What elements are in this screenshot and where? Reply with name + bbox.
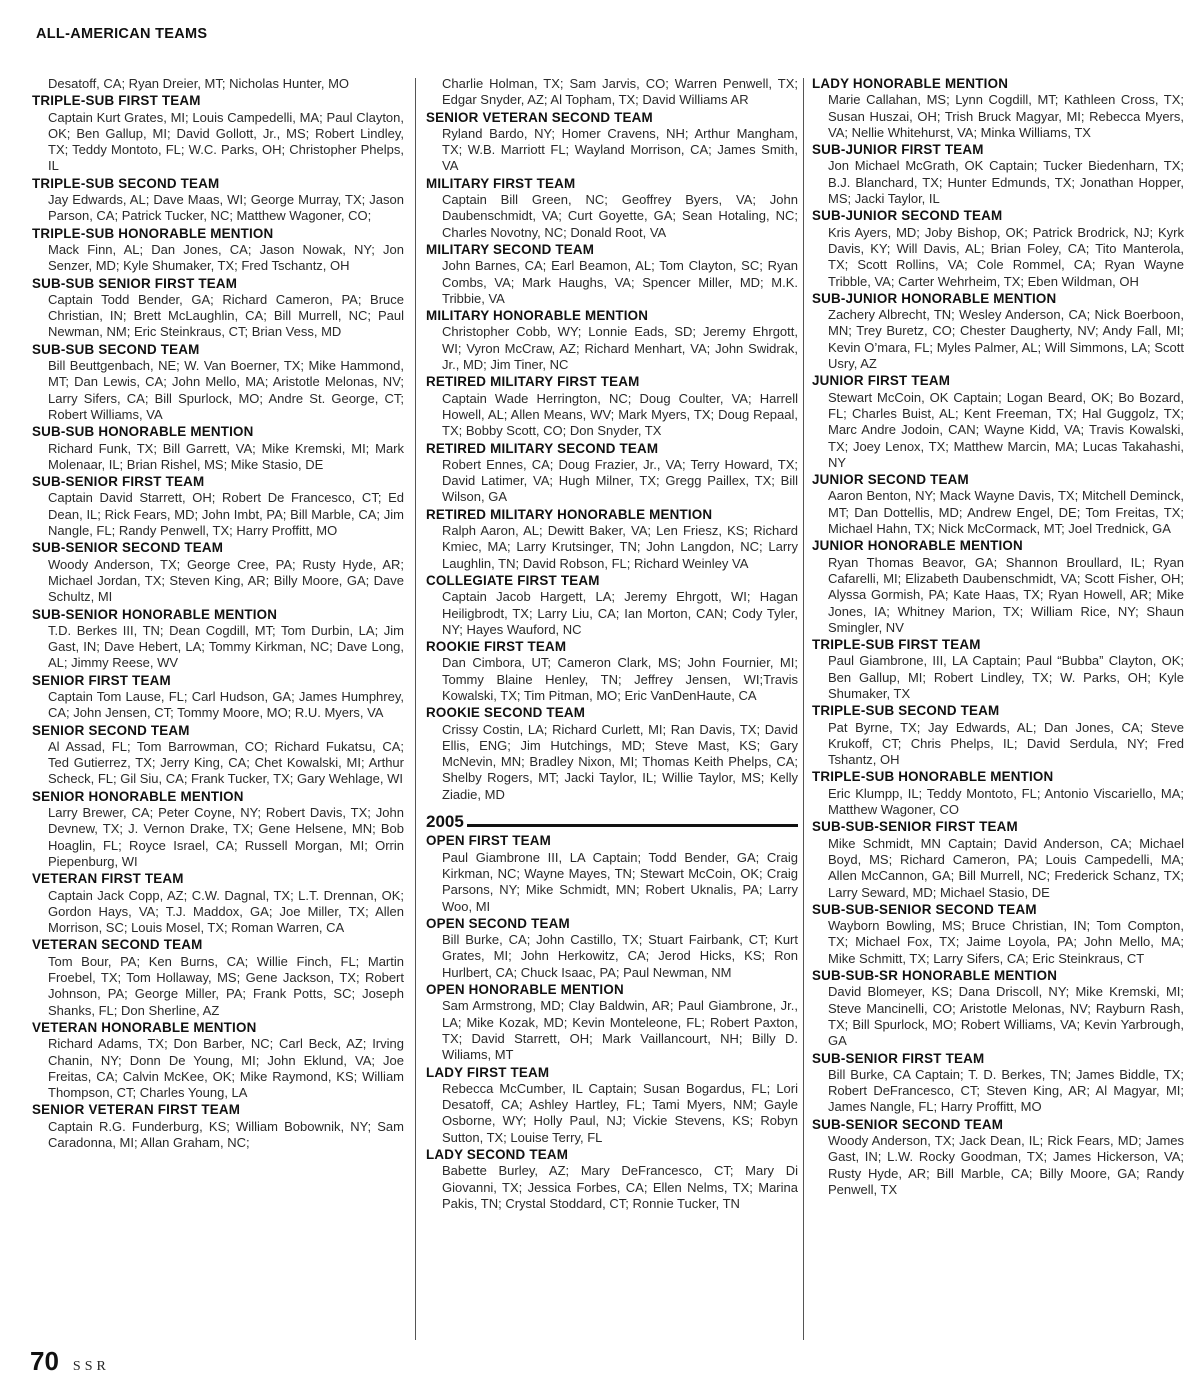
team-title: SUB-SENIOR SECOND TEAM [812,1116,1004,1132]
team-title: SUB-JUNIOR SECOND TEAM [812,208,1003,224]
team-title: SUB-SENIOR FIRST TEAM [32,474,205,490]
team-section [426,441,798,506]
team-title: SENIOR VETERAN SECOND TEAM [426,109,653,125]
team-members: Richard Funk, TX; Bill Garrett, VA; Mike Kremski, MI; Mark Molenaar, IL; Brian Rishel, MS; Mike Stasio, DE [48,440,404,472]
team-members: Woody Anderson, TX; Jack Dean, IL; Rick Fears, MD; James Gast, IN; L.W. Rocky Goodman, TX; James Hickerson, VA; Rusty Hyde, AR; Bill Marble, CA; Billy Moore, GA; Randy Penwell, TX [828,1133,1184,1197]
team-title: ROOKIE SECOND TEAM [426,705,586,721]
team-section [812,208,1184,289]
team-title: SUB-JUNIOR HONORABLE MENTION [812,290,1057,306]
team-members: Mike Schmidt, MN Captain; David Anderson, CA; Michael Boyd, MS; Richard Cameron, PA; Louis Campedelli, MA; Allen McCannon, GA; Bill Murrell, NC; Frederick Schanz, TX; Larry Seward, MD; Michael Stasio, DE [828,835,1184,900]
column-divider [803,78,804,1340]
team-members: Rebecca McCumber, IL Captain; Susan Bogardus, FL; Lori Desatoff, CA; Ashley Hartley, FL; Tami Myers, NM; Gayle Osborne, WY; Holly Paul, NJ; Vickie Stevens, KS; Robyn Sutton, TX; Louise Terry, FL [442,1080,798,1145]
team-title: TRIPLE-SUB FIRST TEAM [32,93,201,109]
team-section [812,769,1184,818]
team-section [812,703,1184,768]
team-members: Dan Cimbora, UT; Cameron Clark, MS; John Fournier, MI; Tommy Blaine Henley, TN; Jeffrey Jensen, WI;Travis Kowalski, TX; Tim Pitman, MO; Eric VanDenHaute, CA [442,655,798,703]
team-section [32,474,404,539]
team-section [812,472,1184,537]
team-section [812,819,1184,900]
column-1 [32,76,404,1152]
team-title: VETERAN FIRST TEAM [32,871,184,887]
year-rule [467,824,798,827]
team-title: MILITARY HONORABLE MENTION [426,308,649,324]
team-section [812,142,1184,207]
team-members: Paul Giambrone III, LA Captain; Todd Bender, GA; Craig Kirkman, NC; Wayne Mayes, TN; Stewart McCoin, OK; Craig Parsons, NY; Mike Schmidt, MN; Robert Uknalis, PA; Larry Woo, MI [442,849,798,914]
team-title: SUB-SUB-SR HONORABLE MENTION [812,968,1058,984]
team-title: LADY SECOND TEAM [426,1147,569,1162]
team-members: Pat Byrne, TX; Jay Edwards, AL; Dan Jones, CA; Steve Krukoff, CT; Chris Phelps, IL; David Serdula, NY; Fred Tshantz, OH [828,719,1184,768]
team-title: MILITARY FIRST TEAM [426,175,576,191]
team-section [812,373,1184,471]
team-title: OPEN FIRST TEAM [426,833,552,849]
column-3 [812,76,1184,1199]
team-members: Larry Brewer, CA; Peter Coyne, NY; Robert Davis, TX; John Devnew, TX; J. Vernon Drake, TX; Gene Helsene, MN; Bob Hoaglin, FL; Royce Israel, CA; Russell Morgan, MI; Orrin Piepenburg, WI [48,805,404,869]
team-members: T.D. Berkes III, TN; Dean Cogdill, MT; Tom Durbin, LA; Jim Gast, IN; Dave Hebert, LA; Tommy Kirkman, NC; Dave Long, AL; Jimmy Reese, WV [48,622,404,671]
column-2 [426,76,798,1213]
team-members: Desatoff, CA; Ryan Dreier, MT; Nicholas Hunter, MO [48,76,350,91]
team-members: Jay Edwards, AL; Dave Maas, WI; George Murray, TX; Jason Parson, CA; Patrick Tucker, NC; Matthew Wagoner, CO; [48,192,404,224]
team-members: Ryland Bardo, NY; Homer Cravens, NH; Arthur Mangham, TX; W.B. Marriott FL; Wayland Morrison, CA; James Smith, VA [442,125,798,174]
team-members: Sam Armstrong, MD; Clay Baldwin, AR; Paul Giambrone, Jr., LA; Mike Kozak, MD; Kevin Monteleone, FL; Robert Paxton, TX; David Starrett, OH; Mark Vaillancourt, NH; Billy D. Wiliams, MT [442,998,798,1063]
team-members: Captain Todd Bender, GA; Richard Cameron, PA; Bruce Christian, IN; Brett McLaughlin, CA; Bill Murrell, NC; Paul Newman, NM; Eric Steinkraus, CT; Brian Vess, MD [48,291,404,340]
team-members: Jon Michael McGrath, OK Captain; Tucker Biedenharn, TX; B.J. Blanchard, TX; Hunter Edmunds, TX; Jonathan Hopper, MS; Jacki Taylor, IL [828,158,1184,207]
team-members: Al Assad, FL; Tom Barrowman, CO; Richard Fukatsu, CA; Ted Gutierrez, TX; Jerry King, CA; Chet Kowalski, MI; Arthur Scheck, FL; Gil Siu, CA; Frank Tucker, TX; Gary Wehlage, WI [48,738,404,787]
team-title: RETIRED MILITARY HONORABLE MENTION [426,506,713,522]
team-section [32,342,404,423]
team-title: VETERAN SECOND TEAM [32,937,203,953]
team-title: VETERAN HONORABLE MENTION [32,1019,257,1035]
team-title: TRIPLE-SUB HONORABLE MENTION [32,225,274,241]
team-title: SUB-SUB SENIOR FIRST TEAM [32,275,238,291]
team-section [426,1065,798,1146]
team-section [32,226,404,275]
team-section [812,968,1184,1049]
team-members: Captain Jack Copp, AZ; C.W. Dagnal, TX; L.T. Drennan, OK; Gordon Hays, VA; T.J. Maddox, GA; Joe Miller, TX; Allen Morrison, SC; Louis Mosel, TX; Roman Warren, CA [48,887,404,936]
team-title: JUNIOR SECOND TEAM [812,472,969,488]
team-title: TRIPLE-SUB SECOND TEAM [32,175,220,191]
team-members: Paul Giambrone, III, LA Captain; Paul “Bubba” Clayton, OK; Ben Gallup, MI; Robert Lindley, TX; W. Parks, OH; Kyle Shumaker, TX [828,653,1184,701]
team-title: OPEN SECOND TEAM [426,915,570,931]
team-section [812,1051,1184,1116]
team-members: Wayborn Bowling, MS; Bruce Christian, IN; Tom Compton, TX; Michael Fox, TX; Jaime Loyola, PA; John Mello, MA; Mike Schmitt, TX; Larry Sifers, CA; Eric Steinkraus, CT [828,918,1184,966]
team-title: RETIRED MILITARY FIRST TEAM [426,374,640,390]
team-section [426,639,798,704]
team-members: Richard Adams, TX; Don Barber, NC; Carl Beck, AZ; Irving Chanin, NY; Donn De Young, MI; John Eklund, VA; Joe Freitas, CA; Calvin McKee, OK; Mike Raymond, KS; William Thompson, CT; Charles Young, LA [48,1036,404,1101]
team-title: TRIPLE-SUB SECOND TEAM [812,703,1000,719]
page-number: 70 [30,1346,59,1376]
team-section [32,93,404,174]
team-section [812,637,1184,702]
team-section [32,424,404,473]
team-title: SENIOR SECOND TEAM [32,722,190,738]
team-title: SUB-SUB-SENIOR FIRST TEAM [812,819,1018,835]
team-section [32,871,404,936]
team-members: Ryan Thomas Beavor, GA; Shannon Broullard, IL; Ryan Cafarelli, MI; Elizabeth Daubenschmidt, VA; Scott Fisher, OH; Alyssa Gormish, PA; Kate Haas, TX; Ryan Howell, AR; Mike Jones, IA; Whitney Marion, TX; William Rice, NY; Shaun Smingler, NV [828,554,1184,635]
team-members: Eric Klumpp, IL; Teddy Montoto, FL; Antonio Viscariello, MA; Matthew Wagoner, CO [828,785,1184,818]
team-members: Captain Kurt Grates, MI; Louis Campedelli, MA; Paul Clayton, OK; Ben Gallup, MI; David Gollott, Jr., MS; Robert Lindley, TX; Teddy Montoto, FL; W.C. Parks, OH; Christopher Phelps, IL [48,109,404,174]
team-section [32,1020,404,1101]
team-section [426,916,798,981]
team-section [426,1147,798,1212]
team-section [32,1102,404,1151]
team-title: SUB-SUB HONORABLE MENTION [32,424,254,440]
team-members: Woody Anderson, TX; George Cree, PA; Rusty Hyde, AR; Michael Jordan, TX; Steven King, AR; Billy Moore, GA; Dave Schultz, MI [48,556,404,605]
team-section [426,833,798,914]
team-members: Aaron Benton, NY; Mack Wayne Davis, TX; Mitchell Deminck, MT; Dan Dottellis, MD; Andrew Engel, DE; Tom Freitas, TX; Michael Hahn, TX; Nick McCormack, MT; Joel Trednick, GA [828,488,1184,537]
team-members: Ralph Aaron, AL; Dewitt Baker, VA; Len Friesz, KS; Richard Kmiec, MA; Larry Krutsinger, TN; John Langdon, NC; Larry Laughlin, TN; David Robson, FL; Richard Weinley VA [442,523,798,571]
team-members: Tom Bour, PA; Ken Burns, CA; Willie Finch, FL; Martin Froebel, TX; Tom Hollaway, MS; Gene Jackson, TX; Robert Johnson, PA; George Miller, PA; Frank Potts, SC; Joseph Shanks, FL; Don Sherline, AZ [48,953,404,1018]
team-section [812,76,1184,141]
team-section [812,291,1184,372]
team-section [426,573,798,638]
team-title: ROOKIE FIRST TEAM [426,639,567,655]
team-section [426,176,798,241]
team-members: Bill Burke, CA; John Castillo, TX; Stuart Fairbank, CT; Kurt Grates, MI; John Herkowitz, CA; Jerod Hicks, KS; Ron Hurlbert, CA; Chuck Isaac, PA; Paul Newman, NM [442,932,798,980]
team-section [426,76,798,109]
team-members: Kris Ayers, MD; Joby Bishop, OK; Patrick Brodrick, NJ; Kyrk Davis, KY; Will Davis, AL; Brian Foley, CA; Tito Manterola, TX; Scott Rollins, VA; Cole Rommel, CA; Ryan Wayne Tribble, VA; Carter Wehrheim, TX; Eben Wildman, OH [828,224,1184,289]
team-section [32,176,404,225]
team-members: John Barnes, CA; Earl Beamon, AL; Tom Clayton, SC; Ryan Combs, VA; Mark Haughs, VA; Spencer Miller, MD; M.K. Tribbie, VA [442,258,798,306]
team-section [32,723,404,788]
team-members: Captain Wade Herrington, NC; Doug Coulter, VA; Harrell Howell, AL; Allen Means, WV; Mark Myers, TX; Doug Repaal, TX; Bobby Scott, CO; Don Snyder, TX [442,390,798,439]
team-title: SUB-SUB SECOND TEAM [32,341,200,357]
team-members: Bill Beuttgenbach, NE; W. Van Boerner, TX; Mike Hammond, MT; Dan Lewis, CA; John Mello, MA; Aristotle Melonas, NV; Larry Sifers, CA; Bill Spurlock, MO; Andre St. George, CT; Robert Williams, VA [48,358,404,422]
team-section [426,308,798,373]
team-title: OPEN HONORABLE MENTION [426,982,624,998]
team-title: JUNIOR HONORABLE MENTION [812,538,1023,554]
team-title: TRIPLE-SUB FIRST TEAM [812,637,981,653]
team-title: MILITARY SECOND TEAM [426,241,595,257]
team-section [32,789,404,870]
column-divider [415,78,416,1340]
team-title: LADY FIRST TEAM [426,1064,550,1080]
team-members: David Blomeyer, KS; Dana Driscoll, NY; Mike Kremski, MI; Steve Mancinelli, CO; Aristotle Melonas, NV; Rayburn Rash, TX; Bill Spurlock, MO; Robert Williams, VA; Kevin Yarbrough, GA [828,984,1184,1049]
team-members: Captain David Starrett, OH; Robert De Francesco, CT; Ed Dean, IL; Rick Fears, MD; John Imbt, PA; Bill Marble, CA; Jim Nangle, FL; Randy Penwell, TX; Harry Proffitt, MO [48,490,404,539]
team-members: Crissy Costin, LA; Richard Curlett, MI; Ran Davis, TX; David Ellis, ENG; Jim Hutchings, MD; Steve Mast, KS; Gary McNevin, MN; Bradley Nixon, MI; Thomas Keith Phelps, CA; Shelby Rogers, MT; Jacki Taylor, IL; Willie Taylor, MS; Kelly Ziadie, MD [442,721,798,802]
team-title: COLLEGIATE FIRST TEAM [426,572,600,588]
team-title: JUNIOR FIRST TEAM [812,373,951,389]
team-members: Robert Ennes, CA; Doug Frazier, Jr., VA; Terry Howard, TX; David Latimer, VA; Hugh Milner, TX; Gregg Paillex, TX; Bill Wilson, GA [442,456,798,505]
team-section [32,76,404,92]
team-title: RETIRED MILITARY SECOND TEAM [426,440,659,456]
team-members: Stewart McCoin, OK Captain; Logan Beard, OK; Bo Bozard, FL; Charles Buist, AL; Kent Freeman, TX; Hal Guggolz, TX; Marc Andre Jodoin, CAN; Wayne Kidd, VA; Travis Kowalski, TX; Joey Lenox, TX; Matthew Marcin, MA; Lucas Takahashi, NY [828,389,1184,470]
team-members: Captain R.G. Funderburg, KS; William Bobownik, NY; Sam Caradonna, MI; Allan Graham, NC; [48,1118,404,1150]
team-title: SUB-SUB-SENIOR SECOND TEAM [812,901,1037,917]
publication-brand: SSR [72,1359,110,1374]
team-section [426,507,798,572]
team-members: Christopher Cobb, WY; Lonnie Eads, SD; Jeremy Ehrgott, WI; Vyron McCraw, AZ; Richard Menhart, VA; John Swidrak, Jr., MD; Jim Tiner, NC [442,324,798,373]
team-section [426,110,798,175]
team-title: SENIOR HONORABLE MENTION [32,788,244,804]
team-title: SUB-SENIOR HONORABLE MENTION [32,606,278,622]
year-heading [426,814,798,830]
team-section [32,607,404,672]
team-section [426,705,798,803]
page-footer [30,1346,110,1377]
team-members: Charlie Holman, TX; Sam Jarvis, CO; Warren Penwell, TX; Edgar Snyder, AZ; Al Topham, TX; David Williams AR [442,76,798,108]
team-members: Captain Bill Green, NC; Geoffrey Byers, VA; John Daubenschmidt, VA; Curt Goyette, GA; Sean Hotaling, NC; Charles Novotny, NC; Donald Root, VA [442,192,798,240]
team-members: Captain Tom Lause, FL; Carl Hudson, GA; James Humphrey, CA; John Jensen, CT; Tommy Moore, MO; R.U. Myers, VA [48,688,404,721]
team-section [32,276,404,341]
team-title: SENIOR FIRST TEAM [32,672,171,688]
team-members: Mack Finn, AL; Dan Jones, CA; Jason Nowak, NY; Jon Senzer, MD; Kyle Shumaker, TX; Fred Tschantz, OH [48,241,404,274]
team-members: Bill Burke, CA Captain; T. D. Berkes, TN; James Biddle, TX; Robert DeFrancesco, CT; Steven King, AR; Al Magyar, MI; James Nangle, FL; Harry Proffitt, MO [828,1066,1184,1115]
team-section [812,1117,1184,1198]
team-title: SUB-SENIOR SECOND TEAM [32,540,224,556]
team-section [812,902,1184,967]
team-section [426,982,798,1063]
team-section [32,540,404,605]
page-header: ALL-AMERICAN TEAMS [36,26,208,42]
team-title: SUB-JUNIOR FIRST TEAM [812,142,984,158]
team-section [426,242,798,307]
team-title: SENIOR VETERAN FIRST TEAM [32,1102,241,1118]
team-members: Babette Burley, AZ; Mary DeFrancesco, CT; Mary Di Giovanni, TX; Jessica Forbes, CA; Ellen Nelms, TX; Marina Pakis, TN; Crystal Stoddard, CT; Ronnie Tucker, TN [442,1163,798,1211]
team-title: LADY HONORABLE MENTION [812,76,1009,91]
team-title: TRIPLE-SUB HONORABLE MENTION [812,769,1054,785]
team-members: Captain Jacob Hargett, LA; Jeremy Ehrgott, WI; Hagan Heiligbrodt, TX; Larry Liu, CA; Ian Morton, CAN; Cody Tyler, NY; Hayes Wauford, NC [442,589,798,637]
team-section [32,673,404,722]
team-title: SUB-SENIOR FIRST TEAM [812,1050,985,1066]
year-label: 2005 [426,812,464,832]
team-section [812,538,1184,636]
team-members: Marie Callahan, MS; Lynn Cogdill, MT; Kathleen Cross, TX; Susan Huszai, OH; Trish Bruck Magyar, MI; Rebecca Myers, VA; Nellie Whitehurst, VA; Minka Williams, TX [828,92,1184,140]
team-section [32,937,404,1018]
team-section [426,374,798,439]
team-members: Zachery Albrecht, TN; Wesley Anderson, CA; Nick Boerboon, MN; Trey Buretz, CO; Chester Daugherty, NV; Andy Fall, MI; Kevin O’mara, FL; Myles Palmer, AL; Will Simmons, LA; Scott Usry, AZ [828,307,1184,372]
